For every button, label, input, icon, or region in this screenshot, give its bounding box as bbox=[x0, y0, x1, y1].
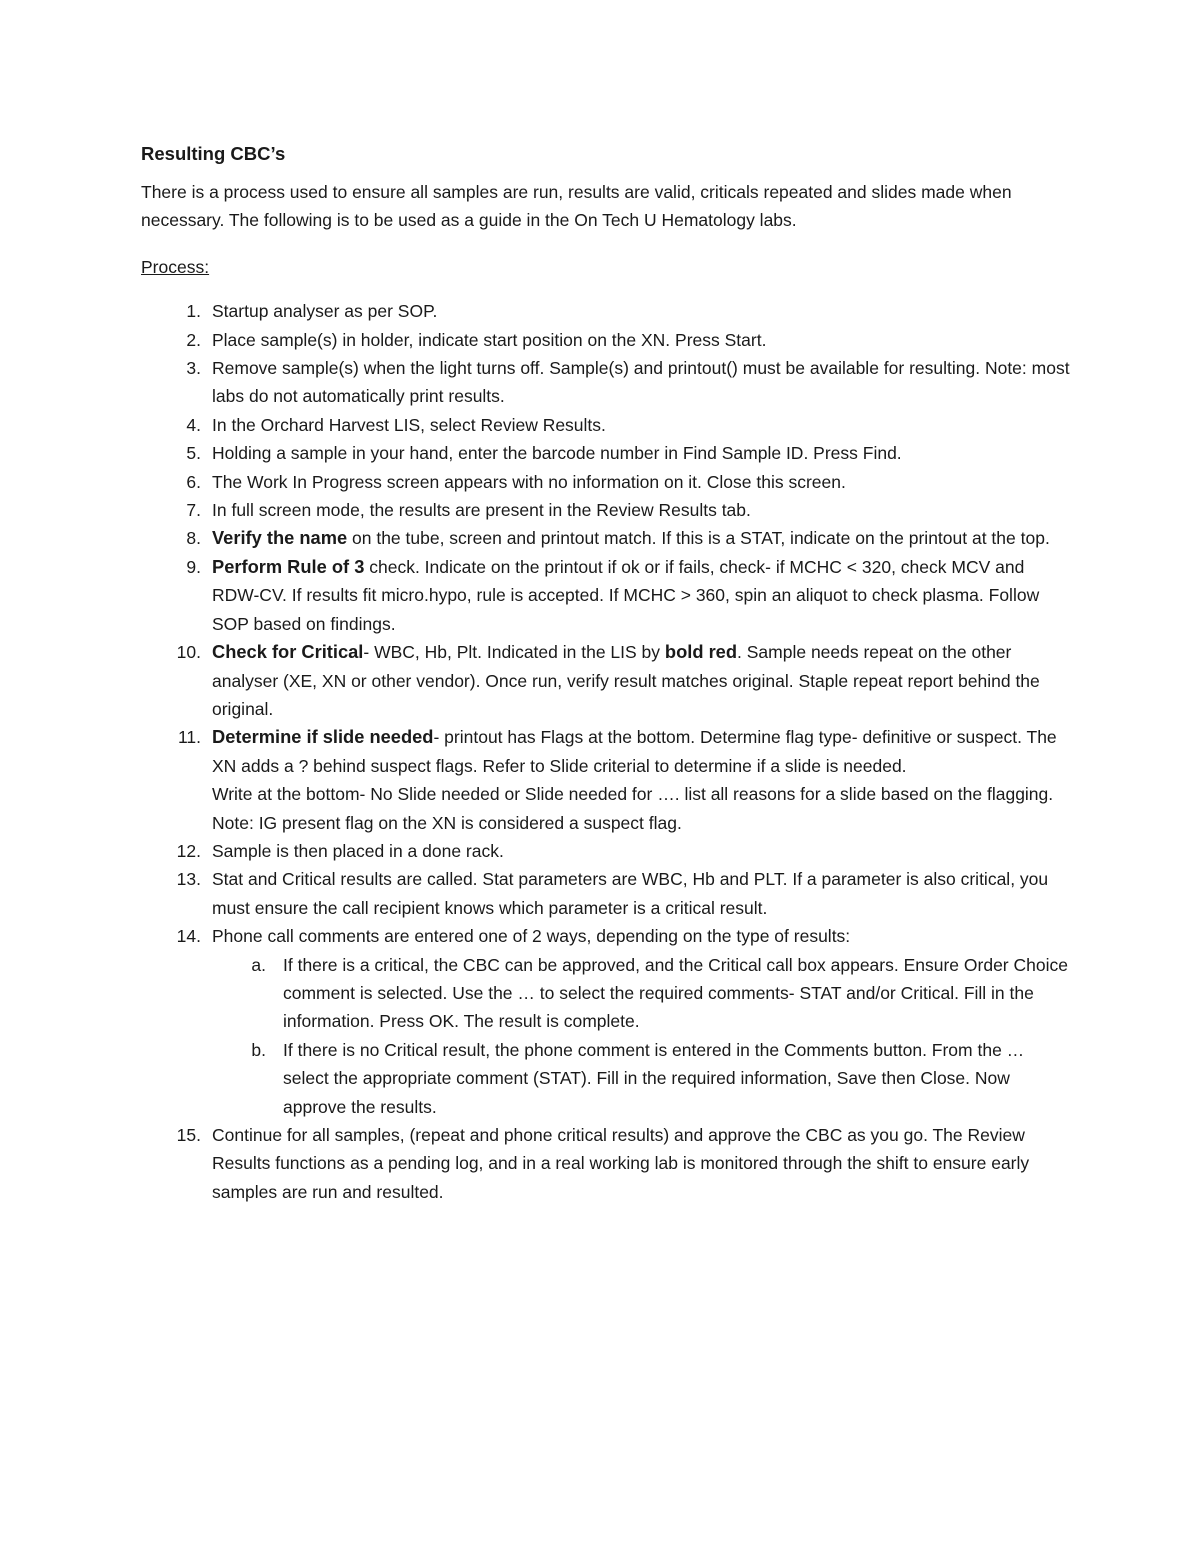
step-number: 15. bbox=[176, 1125, 201, 1145]
step-bold-text-2: bold red bbox=[664, 641, 738, 663]
step-bold-text: Determine if slide needed bbox=[212, 726, 434, 748]
step-number: 5. bbox=[186, 443, 201, 464]
list-item bbox=[141, 1121, 1071, 1206]
list-item bbox=[141, 922, 1071, 1121]
step-text: Sample is then placed in a done rack. bbox=[212, 840, 504, 861]
list-item bbox=[141, 468, 1071, 496]
step-text: Startup analyser as per SOP. bbox=[212, 301, 438, 322]
step-text-2: . Sample needs repeat on the other analyser (XE, XN or other vendor). Once run, verify result matches original. Staple repeat report behind the original. bbox=[212, 642, 1040, 719]
step-number: 10. bbox=[176, 642, 201, 663]
list-item bbox=[141, 865, 1071, 922]
step-number: 14. bbox=[176, 926, 201, 947]
substep-letter: a. bbox=[251, 954, 266, 975]
process-heading: Process: bbox=[141, 256, 210, 277]
list-item bbox=[141, 723, 1071, 837]
step-text: - WBC, Hb, Plt. Indicated in the LIS by bbox=[363, 642, 665, 663]
step-text: Place sample(s) in holder, indicate start position on the XN. Press Start. bbox=[212, 329, 767, 350]
list-item bbox=[141, 524, 1071, 552]
list-item bbox=[141, 496, 1071, 524]
step-text: The Work In Progress screen appears with no information on it. Close this screen. bbox=[212, 471, 846, 492]
step-text: In full screen mode, the results are present in the Review Results tab. bbox=[212, 500, 751, 521]
step-extra-text: Write at the bottom- No Slide needed or Slide needed for …. list all reasons for a slide based on the flagging. Note: IG present flag on the XN is considered a suspect flag. bbox=[212, 784, 1054, 833]
substep-text: If there is a critical, the CBC can be approved, and the Critical call box appears. Ensure Order Choice comment is selected. Use the … to select the required comments- STAT and/or Critical. Fill in the information. Press OK. The result is complete. bbox=[283, 954, 1068, 1032]
step-number: 6. bbox=[186, 471, 201, 492]
step-number: 13. bbox=[176, 869, 201, 890]
step-text: on the tube, screen and printout match. If this is a STAT, indicate on the printout at the top. bbox=[347, 528, 1050, 549]
step-text: In the Orchard Harvest LIS, select Review Results. bbox=[212, 414, 606, 435]
step-number: 4. bbox=[186, 414, 201, 435]
list-item bbox=[141, 837, 1071, 865]
step-number: 12. bbox=[176, 840, 201, 861]
list-item bbox=[141, 638, 1071, 723]
sub-list-item bbox=[212, 951, 1071, 1036]
step-text: - printout has Flags at the bottom. Determine flag type- definitive or suspect. The XN adds a ? behind suspect flags. Refer to Slide criterial to determine if a slide is needed. bbox=[212, 727, 1057, 776]
document-title: Resulting CBC’s bbox=[141, 143, 286, 164]
step-text: Continue for all samples, (repeat and phone critical results) and approve the CBC as you go. The Review Results functions as a pending log, and in a real working lab is monitored through the shift to ensure early samples are run and resulted. bbox=[212, 1125, 1030, 1202]
list-item bbox=[141, 439, 1071, 467]
step-bold-text: Verify the name bbox=[212, 527, 348, 549]
step-number: 3. bbox=[186, 358, 201, 379]
step-text: Remove sample(s) when the light turns off. Sample(s) and printout() must be available for resulting. Note: most labs do not automatically print results. bbox=[212, 358, 1070, 407]
sub-list-item bbox=[212, 1036, 1071, 1121]
step-number: 11. bbox=[177, 727, 201, 748]
document-content bbox=[141, 140, 1071, 1206]
step-text: Phone call comments are entered one of 2 ways, depending on the type of results: bbox=[212, 926, 851, 947]
list-item bbox=[141, 354, 1071, 411]
step-text: Holding a sample in your hand, enter the barcode number in Find Sample ID. Press Find. bbox=[212, 443, 902, 464]
step-bold-text: Perform Rule of 3 bbox=[212, 555, 365, 577]
step-number: 7. bbox=[186, 500, 201, 521]
substep-text: If there is no Critical result, the phone comment is entered in the Comments button. From the … select the appropriate comment (STAT). Fill in the required information, Save then Close. Now approve the results. bbox=[283, 1039, 1025, 1117]
step-text: check. Indicate on the printout if ok or if fails, check- if MCHC < 320, check MCV and RDW-CV. If results fit micro.hypo, rule is accepted. If MCHC > 360, spin an aliquot to check plasma. Follow SOP based on findings. bbox=[212, 556, 1040, 634]
phone-comment-sublist bbox=[212, 951, 1071, 1121]
list-item bbox=[141, 326, 1071, 354]
step-number: 1. bbox=[186, 301, 201, 322]
list-item bbox=[141, 553, 1071, 638]
step-bold-text: Check for Critical bbox=[212, 641, 364, 663]
process-steps-list bbox=[141, 297, 1071, 1206]
step-number: 9. bbox=[186, 556, 201, 577]
step-number: 2. bbox=[186, 329, 201, 350]
substep-letter: b. bbox=[251, 1039, 266, 1060]
step-text: Stat and Critical results are called. Stat parameters are WBC, Hb and PLT. If a parameter is also critical, you must ensure the call recipient knows which parameter is a critical result. bbox=[212, 869, 1049, 918]
step-number: 8. bbox=[186, 528, 201, 549]
list-item bbox=[141, 411, 1071, 439]
intro-paragraph: There is a process used to ensure all samples are run, results are valid, criticals repeated and slides made when necessary. The following is to be used as a guide in the On Tech U Hematology labs. bbox=[141, 182, 1012, 231]
list-item bbox=[141, 297, 1071, 325]
